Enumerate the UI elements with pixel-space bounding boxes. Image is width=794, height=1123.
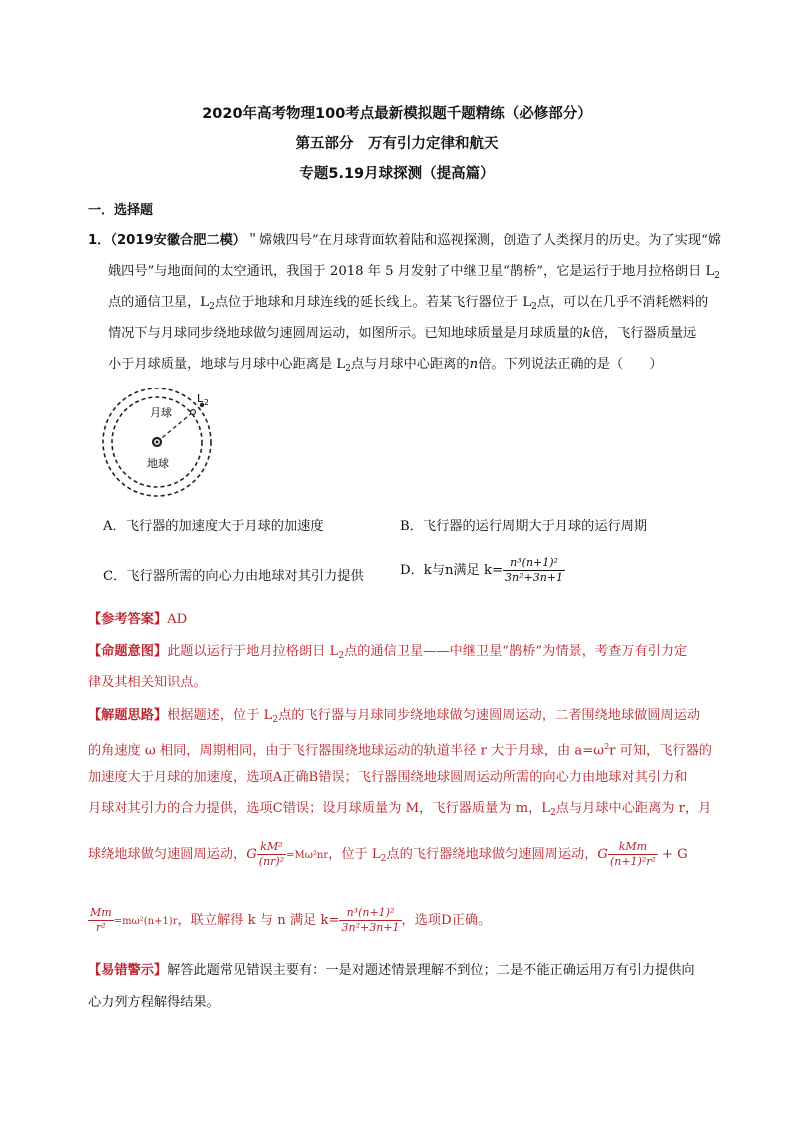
question-line-1 xyxy=(88,231,728,251)
gravity-constant: G xyxy=(597,847,608,862)
fraction-denominator: 3n²+3n+1 xyxy=(505,571,564,584)
subscript: 2 xyxy=(345,364,351,374)
equation-1-fraction xyxy=(257,840,286,869)
subscript: 2 xyxy=(531,302,537,312)
fraction-numerator: n³(n+1)² xyxy=(503,556,565,571)
variable-k: k xyxy=(582,326,591,341)
equation-2-fraction xyxy=(608,840,658,869)
option-d-fraction xyxy=(503,556,565,585)
question-line-3 xyxy=(108,293,748,317)
question-text: 倍，飞行器质量远 xyxy=(590,326,697,341)
superscript: 2 xyxy=(604,742,610,751)
earth-label: 地球 xyxy=(147,457,169,470)
warning-tag: 【易错警示】 xyxy=(88,963,168,978)
solution-line-4 xyxy=(88,799,728,823)
fraction-denominator: (nr)² xyxy=(258,855,285,868)
question-line-4 xyxy=(108,324,748,344)
question-text: 点位于地球和月球连线的延长线上。若某飞行器位于 L xyxy=(214,295,532,310)
solution-line-1 xyxy=(88,706,728,730)
subscript: 2 xyxy=(714,271,720,281)
question-text: ＂嫦娥四号”在月球背面软着陆和巡视探测，创造了人类探月的历史。为了实现“嫦 xyxy=(245,233,722,248)
warning-line-1 xyxy=(88,961,728,981)
question-text: 倍。下列说法正确的是（ ） xyxy=(478,357,663,372)
subscript: 2 xyxy=(209,302,215,312)
question-text: 情况下与月球同步绕地球做匀速圆周运动，如图所示。已知地球质量是月球质量的 xyxy=(108,326,583,341)
subscript: 2 xyxy=(380,854,387,864)
option-d-text: D．k与n满足 k= xyxy=(400,563,504,578)
solution-text: ，选项D正确。 xyxy=(401,913,492,928)
l2-label: L xyxy=(197,392,204,405)
solution-text: ，联立解得 k 与 n 满足 k= xyxy=(177,913,340,928)
fraction-denominator: r² xyxy=(96,921,106,934)
option-b: B．飞行器的运行周期大于月球的运行周期 xyxy=(400,519,648,534)
intent-text: 点的通信卫星——中继卫星“鹊桥”为情景，考查万有引力定 xyxy=(344,644,688,659)
question-line-5 xyxy=(108,355,748,379)
solution-text: 球绕地球做匀速圆周运动， xyxy=(88,847,247,862)
fraction-numerator: kM² xyxy=(257,840,286,855)
solution-line-5 xyxy=(88,840,728,869)
equation-1-rhs: =Mω²nr xyxy=(286,850,329,861)
fraction-numerator: kMm xyxy=(608,840,658,855)
solution-line-2 xyxy=(88,737,728,761)
solution-line-6 xyxy=(88,906,728,935)
variable-n: n xyxy=(469,357,479,372)
fraction-denominator: (n+1)²r² xyxy=(609,855,656,868)
topic-title: 专题5.19月球探测（提高篇） xyxy=(299,166,495,182)
solution-tag: 【解题思路】 xyxy=(88,708,168,723)
solution-text: 月球对其引力的合力提供，选项C错误；设月球质量为 M，飞行器质量为 m，L xyxy=(88,801,551,816)
question-text: 小于月球质量，地球与月球中心距离是 L xyxy=(108,357,346,372)
subscript: 2 xyxy=(272,715,279,725)
intent-tag: 【命题意图】 xyxy=(88,644,168,659)
solution-text: ，位于 L xyxy=(328,847,381,862)
gravity-constant: G xyxy=(246,847,257,862)
moon-icon xyxy=(191,410,196,415)
solution-text: r 可知，飞行器的 xyxy=(609,743,712,759)
question-text: 点与月球中心距离的 xyxy=(350,357,470,372)
answer-tag: 【参考答案】 xyxy=(88,612,168,627)
answer-line xyxy=(88,610,728,630)
solution-text: 点的飞行器绕地球做匀速圆周运动， xyxy=(386,847,598,862)
question-number: 1． xyxy=(88,233,111,248)
warning-line-2: 心力列方程解得结果。 xyxy=(88,995,220,1010)
fraction-numerator: n³(n+1)² xyxy=(339,906,401,921)
answer-fraction xyxy=(339,906,401,935)
section-heading: 一．选择题 xyxy=(88,203,154,218)
question-text: 点，可以在几乎不消耗燃料的 xyxy=(536,295,709,310)
fraction-denominator: 3n²+3n+1 xyxy=(341,921,400,934)
earth-center xyxy=(156,441,159,444)
solution-text: 点的飞行器与月球同步绕地球做匀速圆周运动，二者围绕地球做圆周运动 xyxy=(278,708,701,723)
question-source: （2019安徽合肥二模） xyxy=(110,233,246,248)
moon-label: 月球 xyxy=(150,406,172,419)
equation-3-fraction xyxy=(88,906,114,935)
part-title: 第五部分 万有引力定律和航天 xyxy=(295,136,499,152)
intent-line-2: 律及其相关知识点。 xyxy=(88,675,207,690)
question-line-2 xyxy=(108,262,748,286)
equation-3-rhs: =mω²(n+1)r xyxy=(113,916,178,927)
solution-text: 根据题述，位于 L xyxy=(167,708,273,723)
option-c: C．飞行器所需的向心力由地球对其引力提供 xyxy=(103,569,364,584)
l2-sub: 2 xyxy=(204,398,209,407)
answer-value: AD xyxy=(167,612,188,627)
subscript: 2 xyxy=(550,808,556,818)
solution-line-3: 加速度大于月球的加速度，选项A正确B错误；飞行器围绕地球圆周运动所需的向心力由地球对其引力和 xyxy=(88,770,688,785)
question-text: 点的通信卫星，L xyxy=(108,295,210,310)
option-d xyxy=(400,556,565,585)
intent-text: 此题以运行于地月拉格朗日 L xyxy=(167,644,339,659)
doc-title: 2020年高考物理100考点最新模拟题千题精练（必修部分） xyxy=(202,106,592,122)
question-text: 娥四号”与地面间的太空通讯，我国于 2018 年 5 月发射了中继卫星“鹊桥”，它是运行于地月拉格朗日 L xyxy=(108,264,715,279)
subscript: 2 xyxy=(338,651,345,661)
option-a: A．飞行器的加速度大于月球的加速度 xyxy=(103,519,324,534)
intent-line-1 xyxy=(88,642,728,666)
warning-text: 解答此题常见错误主要有：一是对题述情景理解不到位；二是不能正确运用万有引力提供向 xyxy=(167,963,695,978)
solution-text: 的角速度 ω 相同，周期相同，由于飞行器围绕地球运动的轨道半径 r 大于月球，由 a=ω xyxy=(88,743,605,759)
orbit-diagram xyxy=(100,388,220,506)
fraction-numerator: Mm xyxy=(90,906,112,919)
equation-plus: + G xyxy=(661,847,688,862)
solution-text: 点与月球中心距离为 r，月 xyxy=(555,801,712,816)
